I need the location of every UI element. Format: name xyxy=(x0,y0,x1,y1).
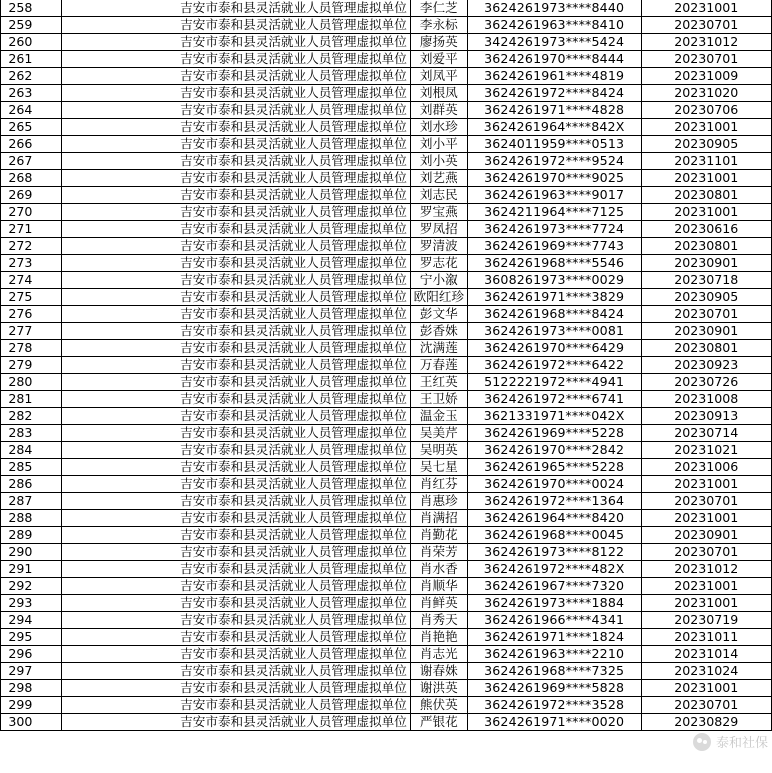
cell-number: 275 xyxy=(1,289,62,306)
table-row xyxy=(1,391,772,408)
cell-number: 270 xyxy=(1,204,62,221)
cell-date: 20231021 xyxy=(641,442,772,459)
cell-unit: 吉安市泰和县灵活就业人员管理虚拟单位 xyxy=(61,442,410,459)
cell-id-number: 3624261973****1884 xyxy=(467,595,641,612)
table-row xyxy=(1,340,772,357)
table-row xyxy=(1,68,772,85)
cell-name: 罗清波 xyxy=(410,238,467,255)
table-row xyxy=(1,289,772,306)
cell-name: 李永标 xyxy=(410,17,467,34)
cell-unit: 吉安市泰和县灵活就业人员管理虚拟单位 xyxy=(61,34,410,51)
cell-unit: 吉安市泰和县灵活就业人员管理虚拟单位 xyxy=(61,476,410,493)
cell-name: 肖顺华 xyxy=(410,578,467,595)
cell-id-number: 3624261964****8420 xyxy=(467,510,641,527)
cell-id-number: 3624261963****9017 xyxy=(467,187,641,204)
cell-date: 20230701 xyxy=(641,697,772,714)
cell-unit: 吉安市泰和县灵活就业人员管理虚拟单位 xyxy=(61,306,410,323)
cell-number: 269 xyxy=(1,187,62,204)
table-row xyxy=(1,510,772,527)
cell-number: 299 xyxy=(1,697,62,714)
cell-date: 20231001 xyxy=(641,204,772,221)
cell-date: 20231020 xyxy=(641,85,772,102)
cell-date: 20230829 xyxy=(641,714,772,731)
cell-id-number: 3624261963****2210 xyxy=(467,646,641,663)
table-row xyxy=(1,697,772,714)
cell-name: 吴美芹 xyxy=(410,425,467,442)
cell-name: 温金玉 xyxy=(410,408,467,425)
cell-unit: 吉安市泰和县灵活就业人员管理虚拟单位 xyxy=(61,289,410,306)
cell-unit: 吉安市泰和县灵活就业人员管理虚拟单位 xyxy=(61,578,410,595)
cell-id-number: 3624261972****6741 xyxy=(467,391,641,408)
cell-id-number: 3624261970****0024 xyxy=(467,476,641,493)
table-row xyxy=(1,561,772,578)
cell-name: 罗宝燕 xyxy=(410,204,467,221)
cell-date: 20231012 xyxy=(641,561,772,578)
cell-name: 肖红芬 xyxy=(410,476,467,493)
table-row xyxy=(1,0,772,17)
cell-name: 刘水珍 xyxy=(410,119,467,136)
cell-name: 罗志花 xyxy=(410,255,467,272)
table-body xyxy=(1,0,772,731)
cell-date: 20230701 xyxy=(641,17,772,34)
cell-id-number: 3624261973****8440 xyxy=(467,0,641,17)
table-row xyxy=(1,51,772,68)
cell-number: 298 xyxy=(1,680,62,697)
table-row xyxy=(1,357,772,374)
cell-number: 293 xyxy=(1,595,62,612)
table-row xyxy=(1,153,772,170)
cell-name: 宁小溆 xyxy=(410,272,467,289)
cell-id-number: 3624261971****1824 xyxy=(467,629,641,646)
cell-id-number: 3624261973****7724 xyxy=(467,221,641,238)
cell-unit: 吉安市泰和县灵活就业人员管理虚拟单位 xyxy=(61,646,410,663)
table-row xyxy=(1,408,772,425)
cell-unit: 吉安市泰和县灵活就业人员管理虚拟单位 xyxy=(61,170,410,187)
cell-unit: 吉安市泰和县灵活就业人员管理虚拟单位 xyxy=(61,323,410,340)
cell-number: 274 xyxy=(1,272,62,289)
cell-number: 291 xyxy=(1,561,62,578)
cell-name: 吴七星 xyxy=(410,459,467,476)
cell-date: 20230801 xyxy=(641,238,772,255)
cell-date: 20230801 xyxy=(641,340,772,357)
cell-name: 肖秀天 xyxy=(410,612,467,629)
cell-unit: 吉安市泰和县灵活就业人员管理虚拟单位 xyxy=(61,85,410,102)
cell-unit: 吉安市泰和县灵活就业人员管理虚拟单位 xyxy=(61,663,410,680)
cell-id-number: 3608261973****0029 xyxy=(467,272,641,289)
cell-date: 20231101 xyxy=(641,153,772,170)
cell-date: 20230726 xyxy=(641,374,772,391)
cell-name: 刘艺燕 xyxy=(410,170,467,187)
table-row xyxy=(1,221,772,238)
cell-name: 欧阳红珍 xyxy=(410,289,467,306)
cell-unit: 吉安市泰和县灵活就业人员管理虚拟单位 xyxy=(61,561,410,578)
table-row xyxy=(1,527,772,544)
cell-number: 285 xyxy=(1,459,62,476)
cell-id-number: 3624261970****8444 xyxy=(467,51,641,68)
cell-unit: 吉安市泰和县灵活就业人员管理虚拟单位 xyxy=(61,459,410,476)
cell-unit: 吉安市泰和县灵活就业人员管理虚拟单位 xyxy=(61,0,410,17)
cell-number: 288 xyxy=(1,510,62,527)
cell-name: 万春莲 xyxy=(410,357,467,374)
cell-name: 刘爱平 xyxy=(410,51,467,68)
table-row xyxy=(1,663,772,680)
table-row xyxy=(1,85,772,102)
cell-unit: 吉安市泰和县灵活就业人员管理虚拟单位 xyxy=(61,680,410,697)
cell-date: 20230905 xyxy=(641,289,772,306)
cell-name: 彭文华 xyxy=(410,306,467,323)
cell-unit: 吉安市泰和县灵活就业人员管理虚拟单位 xyxy=(61,119,410,136)
cell-id-number: 3624261969****7743 xyxy=(467,238,641,255)
cell-unit: 吉安市泰和县灵活就业人员管理虚拟单位 xyxy=(61,510,410,527)
cell-date: 20231008 xyxy=(641,391,772,408)
cell-number: 265 xyxy=(1,119,62,136)
wechat-logo-icon xyxy=(693,733,711,751)
cell-unit: 吉安市泰和县灵活就业人员管理虚拟单位 xyxy=(61,595,410,612)
cell-id-number: 3624261971****0020 xyxy=(467,714,641,731)
cell-date: 20230923 xyxy=(641,357,772,374)
cell-name: 吴明英 xyxy=(410,442,467,459)
cell-name: 刘群英 xyxy=(410,102,467,119)
table-row xyxy=(1,629,772,646)
cell-date: 20230714 xyxy=(641,425,772,442)
table-row xyxy=(1,187,772,204)
cell-number: 284 xyxy=(1,442,62,459)
cell-id-number: 5122221972****4941 xyxy=(467,374,641,391)
cell-id-number: 3624261972****6422 xyxy=(467,357,641,374)
cell-date: 20231001 xyxy=(641,680,772,697)
table-row xyxy=(1,442,772,459)
cell-date: 20231001 xyxy=(641,170,772,187)
cell-name: 沈满莲 xyxy=(410,340,467,357)
cell-number: 279 xyxy=(1,357,62,374)
cell-name: 肖荣芳 xyxy=(410,544,467,561)
cell-date: 20230901 xyxy=(641,255,772,272)
cell-number: 287 xyxy=(1,493,62,510)
cell-number: 280 xyxy=(1,374,62,391)
cell-number: 300 xyxy=(1,714,62,731)
cell-id-number: 3624261967****7320 xyxy=(467,578,641,595)
cell-unit: 吉安市泰和县灵活就业人员管理虚拟单位 xyxy=(61,544,410,561)
table-row xyxy=(1,272,772,289)
cell-date: 20230701 xyxy=(641,306,772,323)
table-row xyxy=(1,204,772,221)
cell-number: 290 xyxy=(1,544,62,561)
cell-number: 267 xyxy=(1,153,62,170)
cell-name: 肖惠珍 xyxy=(410,493,467,510)
cell-unit: 吉安市泰和县灵活就业人员管理虚拟单位 xyxy=(61,527,410,544)
cell-unit: 吉安市泰和县灵活就业人员管理虚拟单位 xyxy=(61,17,410,34)
cell-unit: 吉安市泰和县灵活就业人员管理虚拟单位 xyxy=(61,374,410,391)
cell-id-number: 3624261968****8424 xyxy=(467,306,641,323)
cell-name: 刘小英 xyxy=(410,153,467,170)
cell-number: 282 xyxy=(1,408,62,425)
cell-name: 王红英 xyxy=(410,374,467,391)
cell-date: 20230701 xyxy=(641,544,772,561)
cell-unit: 吉安市泰和县灵活就业人员管理虚拟单位 xyxy=(61,238,410,255)
cell-date: 20231001 xyxy=(641,510,772,527)
cell-date: 20230701 xyxy=(641,51,772,68)
cell-date: 20230616 xyxy=(641,221,772,238)
cell-unit: 吉安市泰和县灵活就业人员管理虚拟单位 xyxy=(61,493,410,510)
cell-unit: 吉安市泰和县灵活就业人员管理虚拟单位 xyxy=(61,102,410,119)
cell-id-number: 3624261971****3829 xyxy=(467,289,641,306)
cell-number: 292 xyxy=(1,578,62,595)
cell-number: 294 xyxy=(1,612,62,629)
cell-date: 20230901 xyxy=(641,323,772,340)
cell-name: 谢春姝 xyxy=(410,663,467,680)
cell-id-number: 3624261970****2842 xyxy=(467,442,641,459)
cell-id-number: 3624211964****7125 xyxy=(467,204,641,221)
cell-id-number: 3624261971****4828 xyxy=(467,102,641,119)
cell-unit: 吉安市泰和县灵活就业人员管理虚拟单位 xyxy=(61,204,410,221)
table-row xyxy=(1,425,772,442)
cell-unit: 吉安市泰和县灵活就业人员管理虚拟单位 xyxy=(61,221,410,238)
cell-date: 20231009 xyxy=(641,68,772,85)
table-row xyxy=(1,459,772,476)
cell-name: 肖艳艳 xyxy=(410,629,467,646)
cell-number: 268 xyxy=(1,170,62,187)
cell-number: 266 xyxy=(1,136,62,153)
cell-date: 20231014 xyxy=(641,646,772,663)
cell-name: 严银花 xyxy=(410,714,467,731)
cell-name: 刘凤平 xyxy=(410,68,467,85)
cell-date: 20231001 xyxy=(641,476,772,493)
cell-date: 20231011 xyxy=(641,629,772,646)
cell-id-number: 3624261969****5228 xyxy=(467,425,641,442)
cell-id-number: 3624261972****8424 xyxy=(467,85,641,102)
cell-date: 20230719 xyxy=(641,612,772,629)
cell-name: 熊伏英 xyxy=(410,697,467,714)
cell-unit: 吉安市泰和县灵活就业人员管理虚拟单位 xyxy=(61,272,410,289)
table-row xyxy=(1,578,772,595)
cell-date: 20231006 xyxy=(641,459,772,476)
cell-number: 260 xyxy=(1,34,62,51)
watermark xyxy=(693,732,768,751)
cell-number: 295 xyxy=(1,629,62,646)
cell-unit: 吉安市泰和县灵活就业人员管理虚拟单位 xyxy=(61,187,410,204)
table-row xyxy=(1,612,772,629)
cell-id-number: 3624261961****4819 xyxy=(467,68,641,85)
table-row xyxy=(1,34,772,51)
table-row xyxy=(1,306,772,323)
cell-number: 286 xyxy=(1,476,62,493)
cell-number: 273 xyxy=(1,255,62,272)
cell-number: 264 xyxy=(1,102,62,119)
table-row xyxy=(1,680,772,697)
cell-name: 肖鲜英 xyxy=(410,595,467,612)
cell-unit: 吉安市泰和县灵活就业人员管理虚拟单位 xyxy=(61,391,410,408)
cell-number: 263 xyxy=(1,85,62,102)
cell-id-number: 3624261972****9524 xyxy=(467,153,641,170)
cell-id-number: 3624261973****0081 xyxy=(467,323,641,340)
cell-number: 283 xyxy=(1,425,62,442)
cell-number: 277 xyxy=(1,323,62,340)
table-row xyxy=(1,255,772,272)
table-row xyxy=(1,170,772,187)
cell-date: 20231001 xyxy=(641,578,772,595)
cell-number: 296 xyxy=(1,646,62,663)
cell-id-number: 3624261970****6429 xyxy=(467,340,641,357)
cell-date: 20231012 xyxy=(641,34,772,51)
cell-number: 289 xyxy=(1,527,62,544)
cell-unit: 吉安市泰和县灵活就业人员管理虚拟单位 xyxy=(61,612,410,629)
cell-number: 258 xyxy=(1,0,62,17)
cell-unit: 吉安市泰和县灵活就业人员管理虚拟单位 xyxy=(61,68,410,85)
cell-number: 259 xyxy=(1,17,62,34)
cell-id-number: 3624261969****5828 xyxy=(467,680,641,697)
cell-id-number: 3624261972****482X xyxy=(467,561,641,578)
cell-number: 262 xyxy=(1,68,62,85)
cell-number: 276 xyxy=(1,306,62,323)
cell-unit: 吉安市泰和县灵活就业人员管理虚拟单位 xyxy=(61,51,410,68)
cell-id-number: 3621331971****042X xyxy=(467,408,641,425)
cell-id-number: 3624261972****1364 xyxy=(467,493,641,510)
cell-unit: 吉安市泰和县灵活就业人员管理虚拟单位 xyxy=(61,340,410,357)
cell-id-number: 3624261966****4341 xyxy=(467,612,641,629)
cell-name: 王卫娇 xyxy=(410,391,467,408)
cell-date: 20230905 xyxy=(641,136,772,153)
cell-id-number: 3624261970****9025 xyxy=(467,170,641,187)
cell-number: 281 xyxy=(1,391,62,408)
cell-unit: 吉安市泰和县灵活就业人员管理虚拟单位 xyxy=(61,357,410,374)
cell-name: 肖志光 xyxy=(410,646,467,663)
cell-id-number: 3624261965****5228 xyxy=(467,459,641,476)
cell-name: 刘志民 xyxy=(410,187,467,204)
table-row xyxy=(1,102,772,119)
cell-number: 261 xyxy=(1,51,62,68)
cell-date: 20230706 xyxy=(641,102,772,119)
cell-unit: 吉安市泰和县灵活就业人员管理虚拟单位 xyxy=(61,136,410,153)
table-row xyxy=(1,17,772,34)
cell-id-number: 3624261963****8410 xyxy=(467,17,641,34)
table-row xyxy=(1,323,772,340)
cell-number: 271 xyxy=(1,221,62,238)
cell-unit: 吉安市泰和县灵活就业人员管理虚拟单位 xyxy=(61,714,410,731)
cell-unit: 吉安市泰和县灵活就业人员管理虚拟单位 xyxy=(61,629,410,646)
table-row xyxy=(1,476,772,493)
table-row xyxy=(1,374,772,391)
cell-date: 20231001 xyxy=(641,0,772,17)
table-row xyxy=(1,493,772,510)
cell-date: 20231001 xyxy=(641,595,772,612)
cell-id-number: 3624261968****5546 xyxy=(467,255,641,272)
cell-name: 李仁芝 xyxy=(410,0,467,17)
cell-date: 20231001 xyxy=(641,119,772,136)
cell-date: 20231024 xyxy=(641,663,772,680)
cell-name: 刘小平 xyxy=(410,136,467,153)
table-row xyxy=(1,119,772,136)
cell-number: 297 xyxy=(1,663,62,680)
cell-number: 278 xyxy=(1,340,62,357)
cell-date: 20230901 xyxy=(641,527,772,544)
cell-unit: 吉安市泰和县灵活就业人员管理虚拟单位 xyxy=(61,425,410,442)
watermark-text: 泰和社保 xyxy=(715,736,768,751)
cell-name: 彭香姝 xyxy=(410,323,467,340)
cell-id-number: 3624261972****3528 xyxy=(467,697,641,714)
table-row xyxy=(1,646,772,663)
cell-name: 刘根凤 xyxy=(410,85,467,102)
cell-id-number: 3624261973****8122 xyxy=(467,544,641,561)
table-row xyxy=(1,595,772,612)
cell-name: 罗凤招 xyxy=(410,221,467,238)
cell-date: 20230801 xyxy=(641,187,772,204)
table-row xyxy=(1,544,772,561)
cell-date: 20230701 xyxy=(641,493,772,510)
cell-unit: 吉安市泰和县灵活就业人员管理虚拟单位 xyxy=(61,408,410,425)
cell-id-number: 3624261968****7325 xyxy=(467,663,641,680)
cell-name: 廖扬英 xyxy=(410,34,467,51)
cell-name: 谢洪英 xyxy=(410,680,467,697)
cell-id-number: 3624261968****0045 xyxy=(467,527,641,544)
cell-unit: 吉安市泰和县灵活就业人员管理虚拟单位 xyxy=(61,697,410,714)
cell-name: 肖满招 xyxy=(410,510,467,527)
table-row xyxy=(1,714,772,731)
cell-id-number: 3624011959****0513 xyxy=(467,136,641,153)
table-row xyxy=(1,136,772,153)
cell-name: 肖勤花 xyxy=(410,527,467,544)
cell-unit: 吉安市泰和县灵活就业人员管理虚拟单位 xyxy=(61,153,410,170)
cell-unit: 吉安市泰和县灵活就业人员管理虚拟单位 xyxy=(61,255,410,272)
cell-number: 272 xyxy=(1,238,62,255)
cell-date: 20230913 xyxy=(641,408,772,425)
cell-date: 20230718 xyxy=(641,272,772,289)
cell-id-number: 3624261964****842X xyxy=(467,119,641,136)
cell-name: 肖水香 xyxy=(410,561,467,578)
cell-id-number: 3424261973****5424 xyxy=(467,34,641,51)
table-row xyxy=(1,238,772,255)
